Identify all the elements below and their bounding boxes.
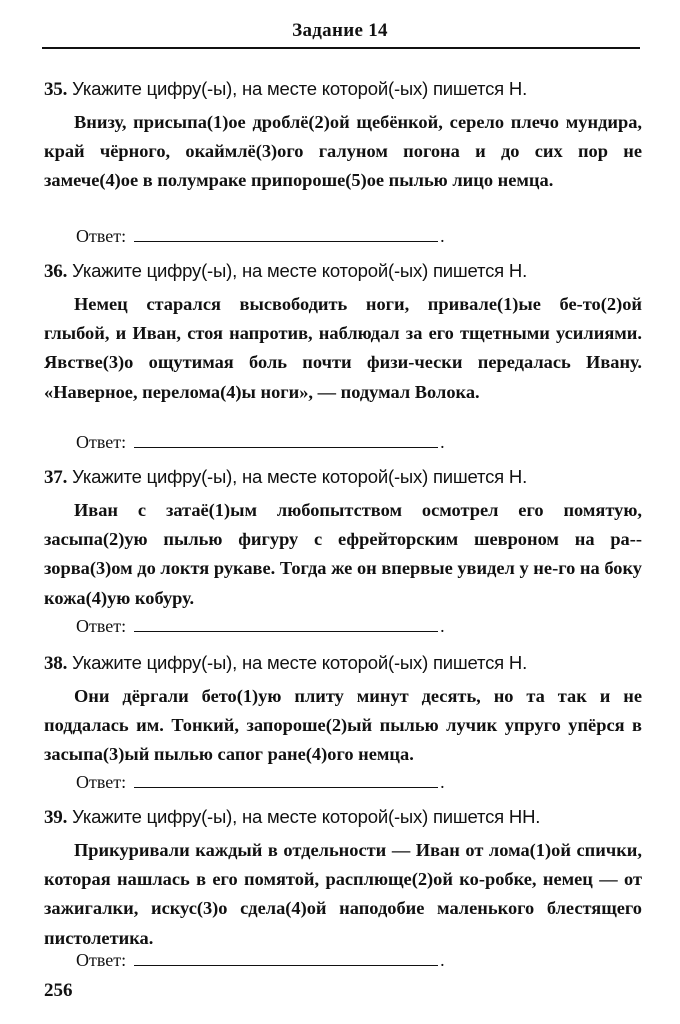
answer-field[interactable] bbox=[134, 615, 438, 632]
task-prompt bbox=[44, 258, 642, 284]
task-instruction: Укажите цифру(-ы), на месте которой(-ых) пишется Н. bbox=[67, 78, 528, 99]
task-passage: Прикуривали каждый в отдельности — Иван от лома(1)ой спички, которая нашлась в его помятой, расплюще(2)ой ко-робке, немец — от зажигалки, искус(3)о сдела(4)ой наподобие маленького блестящего пистолетика. bbox=[44, 840, 642, 948]
task-37 bbox=[44, 464, 642, 613]
task-35 bbox=[44, 76, 642, 196]
answer-label: Ответ: bbox=[76, 616, 127, 636]
task-passage: Иван с затаё(1)ым любопытством осмотрел его помятую, засыпа(2)ую пылью фигуру с ефрейторским шевроном на ра-зорва(3)ом до локтя рукаве. Тогда же он впервые увидел у не-го на боку кожа(4)ую кобуру. bbox=[44, 500, 642, 608]
task-number: 39. bbox=[44, 807, 68, 828]
task-instruction: Укажите цифру(-ы), на месте которой(-ых) пишется Н. bbox=[67, 466, 528, 487]
task-instruction: Укажите цифру(-ы), на месте которой(-ых) пишется НН. bbox=[67, 806, 541, 827]
answer-period: . bbox=[440, 432, 445, 452]
task-number: 38. bbox=[44, 653, 68, 674]
answer-row-38 bbox=[76, 770, 445, 794]
answer-period: . bbox=[440, 616, 445, 636]
task-instruction: Укажите цифру(-ы), на месте которой(-ых) пишется Н. bbox=[67, 652, 528, 673]
task-number: 37. bbox=[44, 467, 68, 488]
answer-row-39 bbox=[76, 948, 445, 972]
answer-label: Ответ: bbox=[76, 772, 127, 792]
section-title: Задание 14 bbox=[292, 20, 388, 41]
task-passage: Они дёргали бето(1)ую плиту минут десять, но та так и не поддалась им. Тонкий, запороше(2)ый пылью лучик упруго упёрся в засыпа(3)ый пылью сапог ране(4)ого немца. bbox=[44, 686, 642, 765]
task-passage: Внизу, присыпа(1)ое дроблё(2)ой щебёнкой, серело плечо мундира, край чёрного, окаймлё(3)ого галуном погона и до сих пор не замече(4)ое в полумраке припороше(5)ое пылью лицо немца. bbox=[44, 112, 642, 191]
answer-label: Ответ: bbox=[76, 950, 127, 970]
answer-row-37 bbox=[76, 614, 445, 638]
answer-row-36 bbox=[76, 430, 445, 454]
answer-row-35 bbox=[76, 224, 445, 248]
answer-period: . bbox=[440, 950, 445, 970]
task-36 bbox=[44, 258, 642, 407]
answer-field[interactable] bbox=[134, 431, 438, 448]
task-prompt bbox=[44, 650, 642, 676]
answer-field[interactable] bbox=[134, 771, 438, 788]
answer-period: . bbox=[440, 772, 445, 792]
task-number: 35. bbox=[44, 79, 68, 100]
task-prompt bbox=[44, 804, 642, 830]
task-prompt bbox=[44, 76, 642, 102]
task-passage: Немец старался высвободить ноги, привале(1)ые бе-то(2)ой глыбой, и Иван, стоя напротив, наблюдал за его тщетными усилиями. Явстве(3)о ощутимая боль почти физи-чески передалась Ивану. «Наверное, перелома(4)ы ноги», — подумал Волока. bbox=[44, 294, 642, 402]
task-39 bbox=[44, 804, 642, 953]
header-divider bbox=[42, 47, 640, 49]
task-number: 36. bbox=[44, 261, 68, 282]
answer-label: Ответ: bbox=[76, 432, 127, 452]
answer-period: . bbox=[440, 226, 445, 246]
task-prompt bbox=[44, 464, 642, 490]
answer-field[interactable] bbox=[134, 949, 438, 966]
answer-field[interactable] bbox=[134, 225, 438, 242]
task-instruction: Укажите цифру(-ы), на месте которой(-ых) пишется Н. bbox=[67, 260, 528, 281]
answer-label: Ответ: bbox=[76, 226, 127, 246]
task-38 bbox=[44, 650, 642, 770]
page-number: 256 bbox=[44, 980, 73, 1001]
